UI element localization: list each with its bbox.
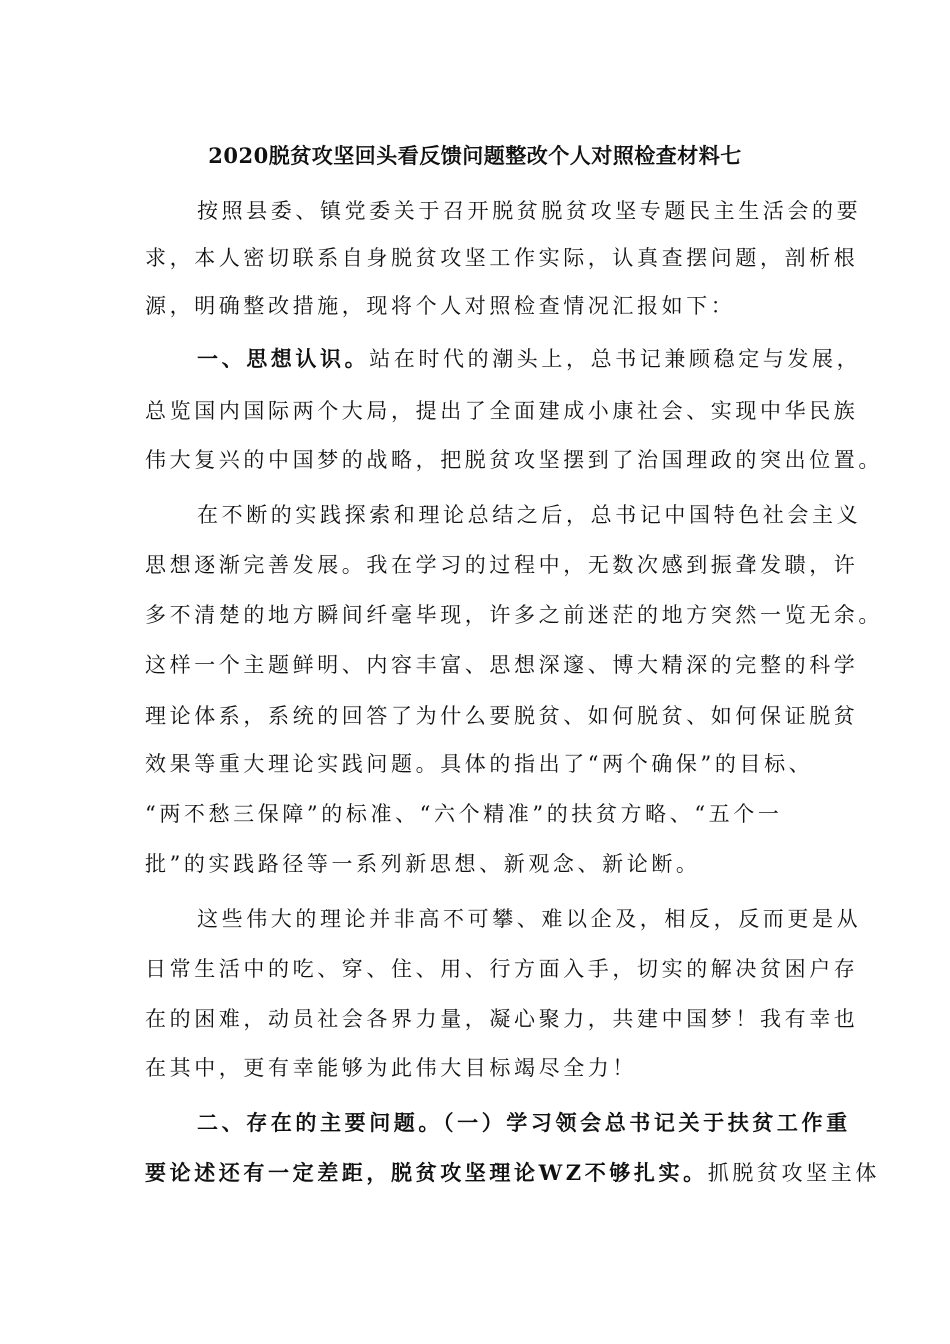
paragraph-line: 日常生活中的吃、穿、住、用、行方面入手，切实的解决贫困户存 [145,957,859,981]
paragraph-line: “两不愁三保障”的标准、“六个精准”的扶贫方略、“五个一 [145,802,783,826]
paragraph-text: 站在时代的潮头上，总书记兼顾稳定与发展， [369,347,862,371]
subsection-heading: 要论述还有一定差距，脱贫攻坚理论WZ不够扎实。 [145,1160,708,1185]
paragraph-line: 多不清楚的地方瞬间纤毫毕现，许多之前迷茫的地方突然一览无余。 [145,603,883,627]
paragraph-line: 在的困难，动员社会各界力量，凝心聚力，共建中国梦！我有幸也 [145,1007,859,1031]
section-heading-2: 二、存在的主要问题。（一）学习领会总书记关于扶贫工作重 [197,1110,851,1135]
section-heading-1: 一、思想认识。 [197,346,370,371]
paragraph-line: 源，明确整改措施，现将个人对照检查情况汇报如下： [145,294,736,318]
paragraph-line: 批”的实践路径等一系列新思想、新观念、新论断。 [145,852,701,876]
paragraph-line: 在不断的实践探索和理论总结之后，总书记中国特色社会主义 [197,503,862,527]
paragraph-line: 理论体系，系统的回答了为什么要脱贫、如何脱贫、如何保证脱贫 [145,704,859,728]
paragraph-line: 在其中，更有幸能够为此伟大目标竭尽全力！ [145,1056,637,1080]
paragraph-line: 求，本人密切联系自身脱贫攻坚工作实际，认真查摆问题，剖析根 [145,246,859,270]
paragraph-line [197,344,861,374]
paragraph-line: 这些伟大的理论并非高不可攀、难以企及，相反，反而更是从 [197,907,862,931]
document-title: 2020脱贫攻坚回头看反馈问题整改个人对照检查材料七 [208,143,742,168]
paragraph-line: 伟大复兴的中国梦的战略，把脱贫攻坚摆到了治国理政的突出位置。 [145,448,883,472]
paragraph-line: 总览国内国际两个大局，提出了全面建成小康社会、实现中华民族 [145,399,859,423]
paragraph-text: 抓脱贫攻坚主体 [707,1161,880,1185]
paragraph-line: 这样一个主题鲜明、内容丰富、思想深邃、博大精深的完整的科学 [145,653,859,677]
paragraph-line: 按照县委、镇党委关于召开脱贫脱贫攻坚专题民主生活会的要 [197,199,862,223]
paragraph-line: 效果等重大理论实践问题。具体的指出了“两个确保”的目标、 [145,752,814,776]
paragraph-line [145,1158,880,1188]
paragraph-line: 思想逐渐完善发展。我在学习的过程中，无数次感到振聋发聩，许 [145,553,859,577]
